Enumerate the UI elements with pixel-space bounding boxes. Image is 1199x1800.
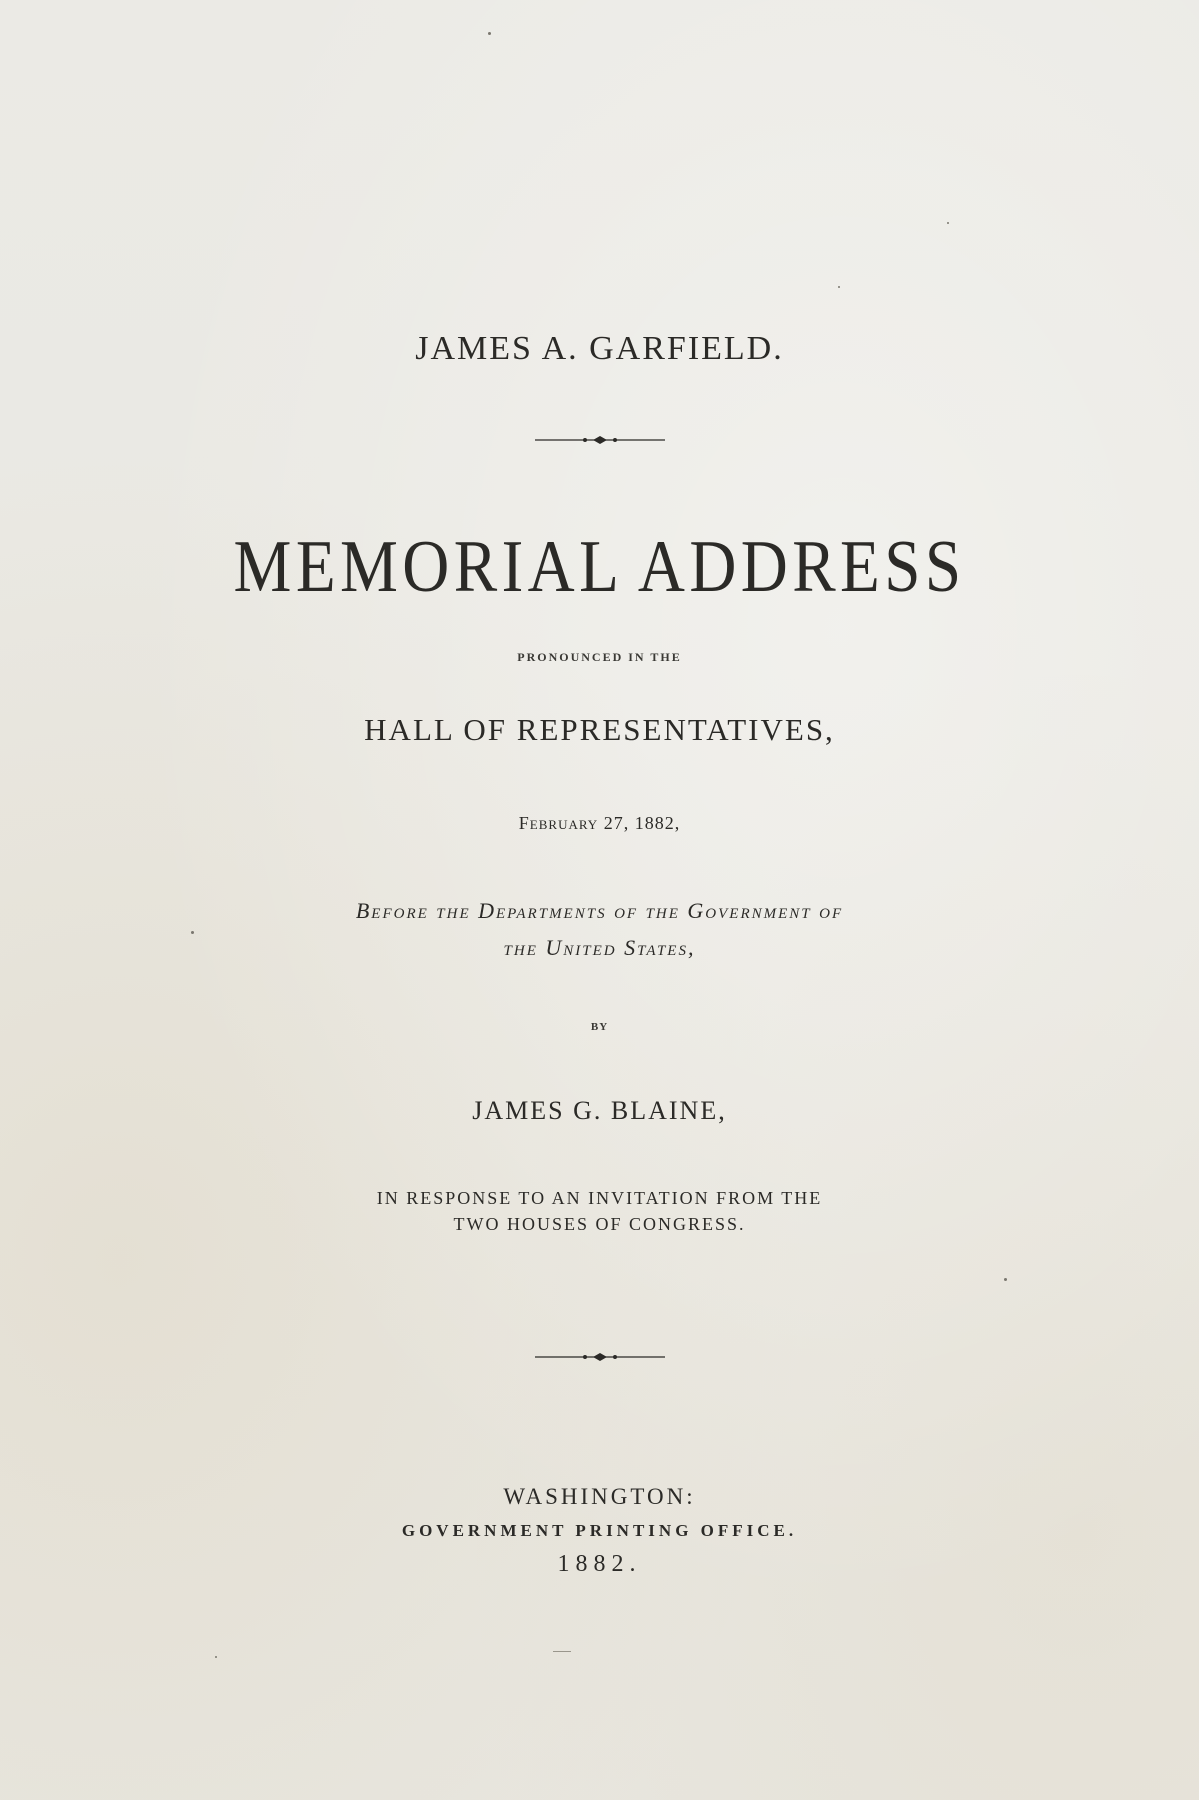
ornament-rule-top [0, 434, 1199, 454]
imprint-city: WASHINGTON: [503, 1484, 696, 1509]
date-line: February 27, 1882, [518, 813, 681, 833]
author-name: JAMES G. BLAINE, [472, 1096, 727, 1125]
response-line-2: TWO HOUSES OF CONGRESS. [453, 1214, 746, 1234]
paper-speck [553, 1651, 571, 1652]
audience-line-2: the United States, [503, 935, 696, 960]
response-line-1: IN RESPONSE TO AN INVITATION FROM THE [376, 1188, 823, 1208]
pronounced-line: PRONOUNCED IN THE [517, 650, 682, 664]
paper-speck [488, 32, 491, 35]
paper-speck [191, 931, 194, 934]
paper-speck [947, 222, 949, 224]
imprint-year: 1882. [557, 1551, 642, 1577]
audience-line-1: Before the Departments of the Government of [355, 898, 844, 923]
main-title: MEMORIAL ADDRESS [233, 526, 966, 608]
paper-speck [1004, 1278, 1007, 1281]
ornament-rule-bottom [0, 1351, 1199, 1371]
venue-line: HALL OF REPRESENTATIVES, [364, 712, 835, 747]
paper-speck [215, 1656, 217, 1658]
rule-diamond-ornament-icon [535, 1351, 665, 1363]
by-line: BY [590, 1021, 609, 1033]
imprint-printer: GOVERNMENT PRINTING OFFICE. [401, 1521, 798, 1540]
subject-name: JAMES A. GARFIELD. [415, 330, 784, 367]
paper-speck [838, 286, 840, 288]
rule-diamond-ornament-icon [535, 434, 665, 446]
